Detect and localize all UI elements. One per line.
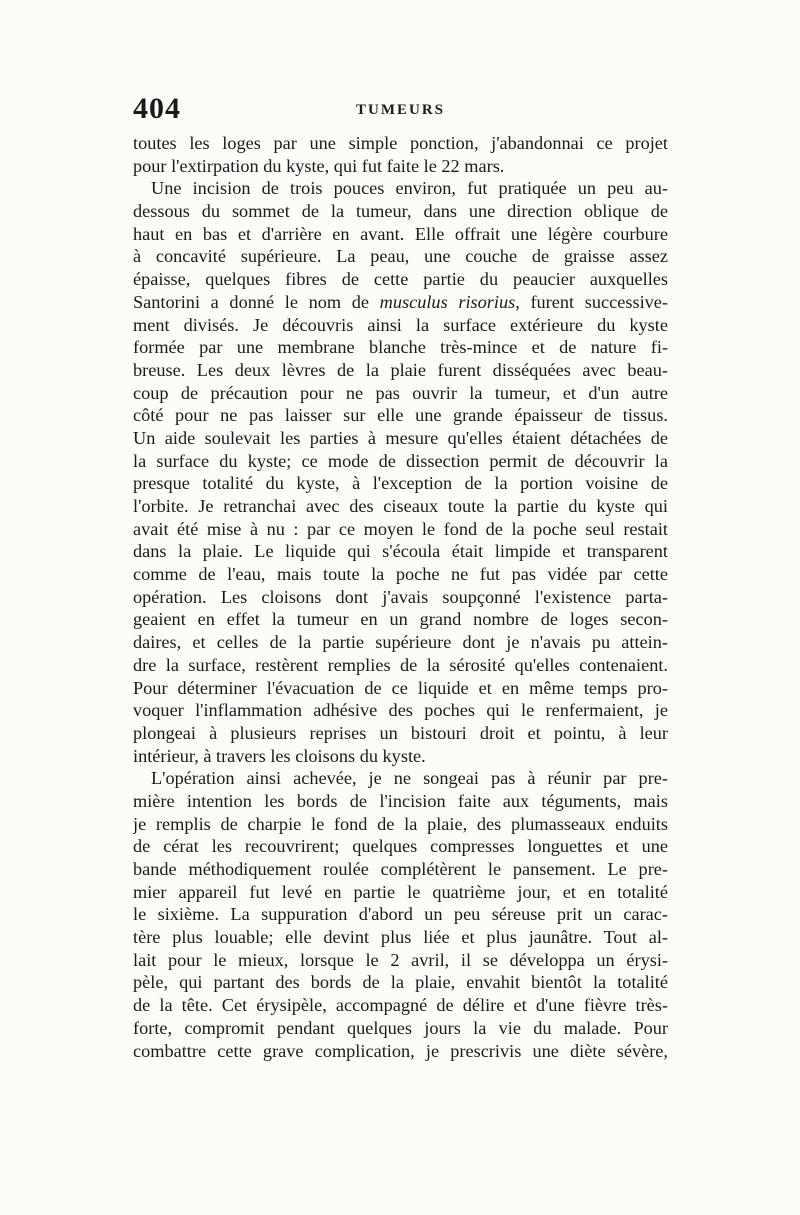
text-line: mier appareil fut levé en partie le quatrième jour, et en totalité xyxy=(133,881,668,902)
text-line: dans la plaie. Le liquide qui s'écoula était limpide et transparent xyxy=(133,541,668,562)
text-line: à concavité supérieure. La peau, une couche de graisse assez xyxy=(133,246,668,267)
text-line: tère plus louable; elle devint plus liée et plus jaunâtre. Tout al- xyxy=(133,927,668,948)
text-line: le sixième. La suppuration d'abord un peu séreuse prit un carac- xyxy=(133,904,668,925)
paragraph-start-line: Une incision de trois pouces environ, fut pratiquée un peu au- xyxy=(151,178,668,199)
text-line: geaient en effet la tumeur en un grand nombre de loges secon- xyxy=(133,609,668,630)
text-line: côté pour ne pas laisser sur elle une grande épaisseur de tissus. xyxy=(133,405,668,426)
body-text xyxy=(133,132,668,1062)
italic-term: musculus risorius xyxy=(379,291,516,312)
text-line: lait pour le mieux, lorsque le 2 avril, il se développa un érysi- xyxy=(133,949,668,970)
running-title: TUMEURS xyxy=(355,102,445,118)
text-line: de la tête. Cet érysipèle, accompagné de délire et d'une fièvre très- xyxy=(133,995,668,1016)
text-line: bande méthodiquement roulée complétèrent le pansement. Le pre- xyxy=(133,859,668,879)
text-line: forte, compromit pendant quelques jours la vie du malade. Pour xyxy=(133,1017,668,1038)
text-line: ment divisés. Je découvris ainsi la surface extérieure du kyste xyxy=(133,314,668,335)
text-line: breuse. Les deux lèvres de la plaie furent disséquées avec beau- xyxy=(133,359,668,380)
text-line: l'orbite. Je retranchai avec des ciseaux toute la partie du kyste qui xyxy=(133,496,668,516)
text-line: combattre cette grave complication, je prescrivis une diète sévère, xyxy=(133,1040,668,1061)
text-line: de cérat les recouvrirent; quelques compresses longuettes et une xyxy=(133,836,668,857)
text-line: haut en bas et d'arrière en avant. Elle offrait une légère courbure xyxy=(133,223,668,244)
text-line: Pour déterminer l'évacuation de ce liquide et en même temps pro- xyxy=(133,677,668,698)
text-line: dessous du sommet de la tumeur, dans une direction oblique de xyxy=(133,201,668,222)
text-line: daires, et celles de la partie supérieure dont je n'avais pu attein- xyxy=(133,632,668,653)
text-line: coup de précaution pour ne pas ouvrir la tumeur, et d'un autre xyxy=(133,382,668,403)
text-line: presque totalité du kyste, à l'exception de la portion voisine de xyxy=(133,473,668,494)
text-line: opération. Les cloisons dont j'avais soupçonné l'existence parta- xyxy=(133,586,668,607)
text-line: pèle, qui partant des bords de la plaie, envahit bientôt la totalité xyxy=(133,972,668,993)
text-line: dre la surface, restèrent remplies de la sérosité qu'elles contenaient. xyxy=(133,654,668,675)
text-line: comme de l'eau, mais toute la poche ne fut pas vidée par cette xyxy=(133,564,668,585)
text-line: avait été mise à nu : par ce moyen le fond de la poche seul restait xyxy=(133,518,668,539)
text-line: pour l'extirpation du kyste, qui fut faite le 22 mars. xyxy=(133,155,505,176)
text-line: toutes les loges par une simple ponction, j'abandonnai ce projet xyxy=(133,133,668,153)
text-line: formée par une membrane blanche très-mince et de nature fi- xyxy=(133,337,668,358)
text-line: épaisse, quelques fibres de cette partie du peaucier auxquelles xyxy=(133,269,668,290)
page-number: 404 xyxy=(133,92,181,125)
text-line: la surface du kyste; ce mode de dissection permit de découvrir la xyxy=(133,450,668,471)
text-line: intérieur, à travers les cloisons du kyste. xyxy=(133,745,426,766)
text-line xyxy=(133,291,668,314)
paragraph-start-line: L'opération ainsi achevée, je ne songeai pas à réunir par pre- xyxy=(151,768,668,789)
text-fragment: , furent successive- xyxy=(515,291,668,312)
text-line: voquer l'inflammation adhésive des poches qui le renfermaient, je xyxy=(133,700,668,721)
text-line: Un aide soulevait les parties à mesure qu'elles étaient détachées de xyxy=(133,427,668,448)
text-line: je remplis de charpie le fond de la plaie, des plumasseaux enduits xyxy=(133,813,668,834)
text-fragment: Santorini a donné le nom de xyxy=(133,291,380,312)
page-header xyxy=(133,92,668,128)
text-line: plongeai à plusieurs reprises un bistouri droit et pointu, à leur xyxy=(133,722,668,743)
text-line: mière intention les bords de l'incision faite aux téguments, mais xyxy=(133,790,668,811)
